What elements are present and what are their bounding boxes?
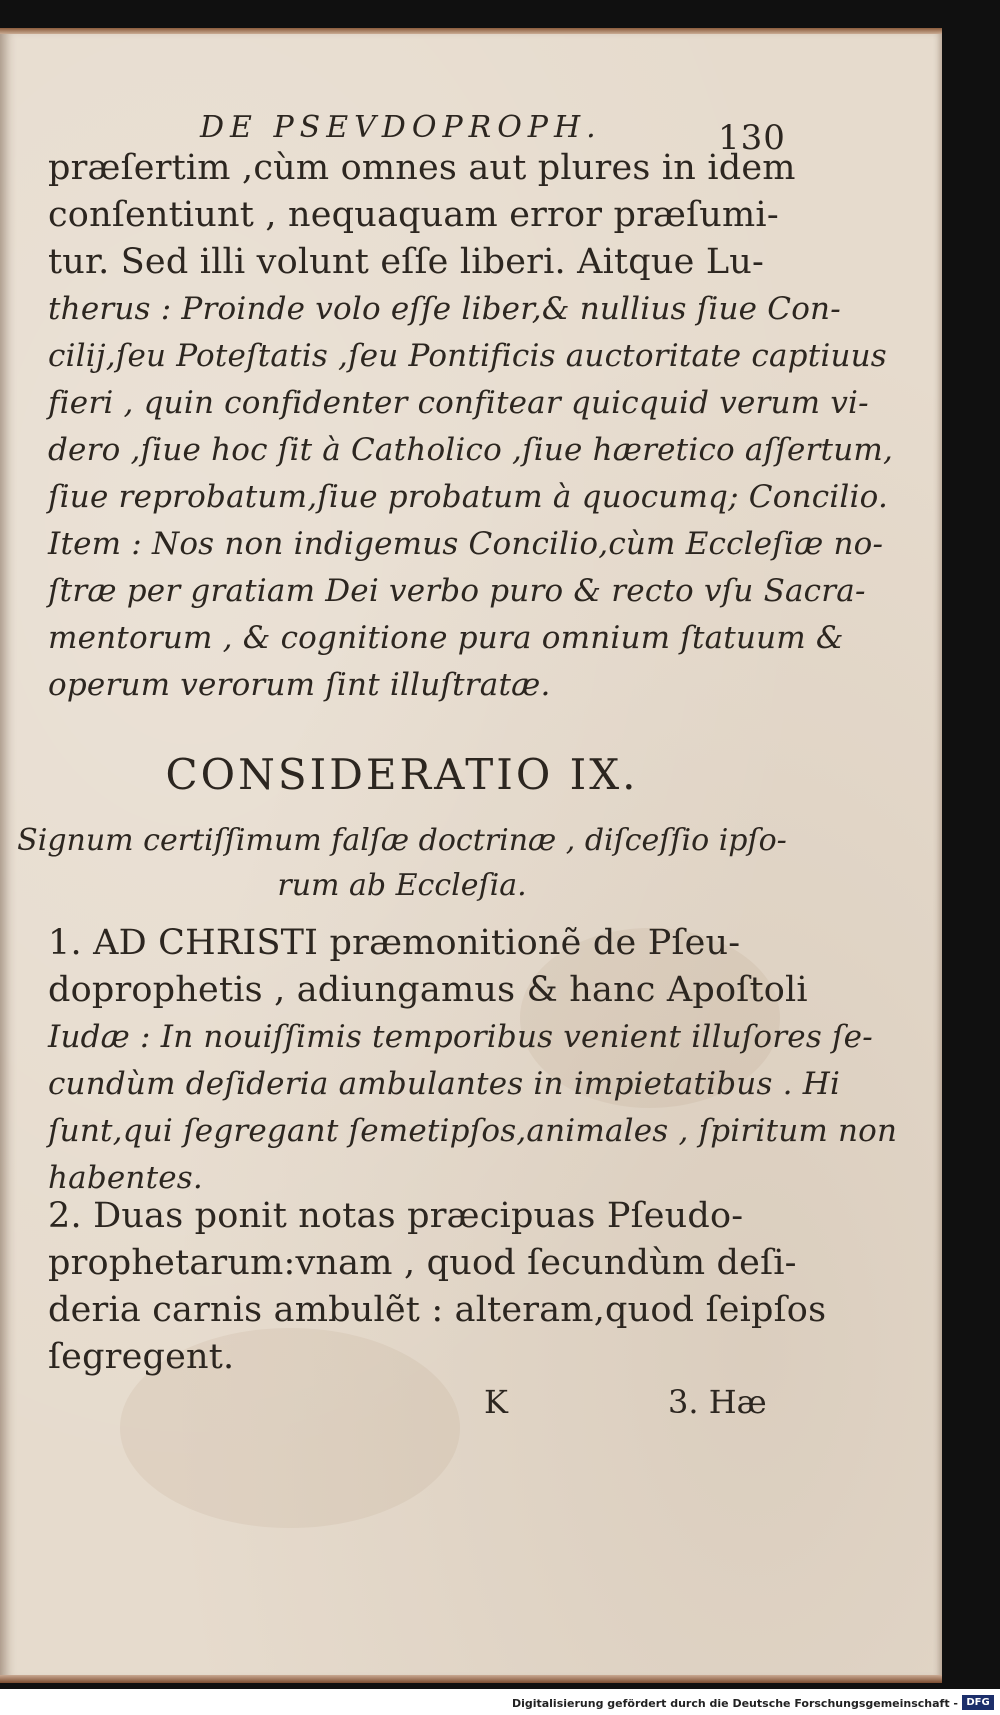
text-line: ſunt,qui ſegregant ſemetipſos,animales , ſpiritum non (48, 1113, 898, 1149)
text-line: fieri , quin confidenter confitear quicquid verum vi- (48, 385, 869, 421)
running-head: DE PSEVDOPROPH. (200, 110, 602, 145)
page-number: 130 (718, 118, 786, 158)
section-subheading: rum ab Eccleſia. (277, 868, 527, 903)
section-heading: CONSIDERATIO IX. (165, 750, 639, 799)
text-line: 1. AD CHRISTI præmonitionẽ de Pſeu- (48, 923, 741, 963)
text-line: therus : Proinde volo eſſe liber,& nullius ſiue Con- (48, 291, 841, 327)
text-line: cilij,ſeu Poteſtatis ,ſeu Pontificis auctoritate captiuus (48, 338, 887, 374)
signature-mark: K (484, 1383, 508, 1421)
text-line: habentes. (48, 1160, 203, 1196)
text-line: tur. Sed illi volunt eſſe liberi. Aitque Lu- (48, 242, 765, 282)
book-page (0, 28, 942, 1683)
text-line: doprophetis , adiungamus & hanc Apoſtoli (48, 970, 808, 1010)
footer-bar (0, 1689, 1000, 1715)
funding-credit: Digitalisierung gefördert durch die Deutsche Forschungsgemeinschaft - (511, 1697, 958, 1710)
text-line: ſiue reprobatum,ſiue probatum à quocumq; Concilio. (48, 479, 889, 515)
text-line: ſegregent. (48, 1337, 235, 1377)
text-line: deria carnis ambulẽt : alteram,quod ſeipſos (48, 1290, 827, 1330)
text-line: prophetarum:vnam , quod ſecundùm deſi- (48, 1243, 797, 1283)
dfg-logo: DFG (962, 1695, 994, 1710)
page-edge-top (0, 28, 942, 34)
text-line: cundùm deſideria ambulantes in impietatibus . Hi (48, 1066, 841, 1102)
text-line: præſertim ,cùm omnes aut plures in idem (48, 148, 796, 188)
text-line: conſentiunt , nequaquam error præſumi- (48, 195, 779, 235)
catchword: 3. Hæ (668, 1383, 767, 1421)
text-line: ſtræ per gratiam Dei verbo puro & recto vſu Sacra- (48, 573, 866, 609)
text-line: dero ,ſiue hoc ſit à Catholico ,ſiue hæretico aſſertum, (48, 432, 894, 468)
page-edge-bottom (0, 1675, 942, 1683)
text-line: Item : Nos non indigemus Concilio,cùm Eccleſiæ no- (48, 526, 884, 562)
section-subheading: Signum certiſſimum falſæ doctrinæ , diſceſſio ipſo- (17, 823, 787, 858)
text-line: operum verorum ſint illuſtratæ. (48, 667, 551, 703)
text-line: Iudæ : In nouiſſimis temporibus venient illuſores ſe- (48, 1019, 873, 1055)
text-line: 2. Duas ponit notas præcipuas Pſeudo- (48, 1196, 744, 1236)
text-line: mentorum , & cognitione pura omnium ſtatuum & (48, 620, 844, 656)
